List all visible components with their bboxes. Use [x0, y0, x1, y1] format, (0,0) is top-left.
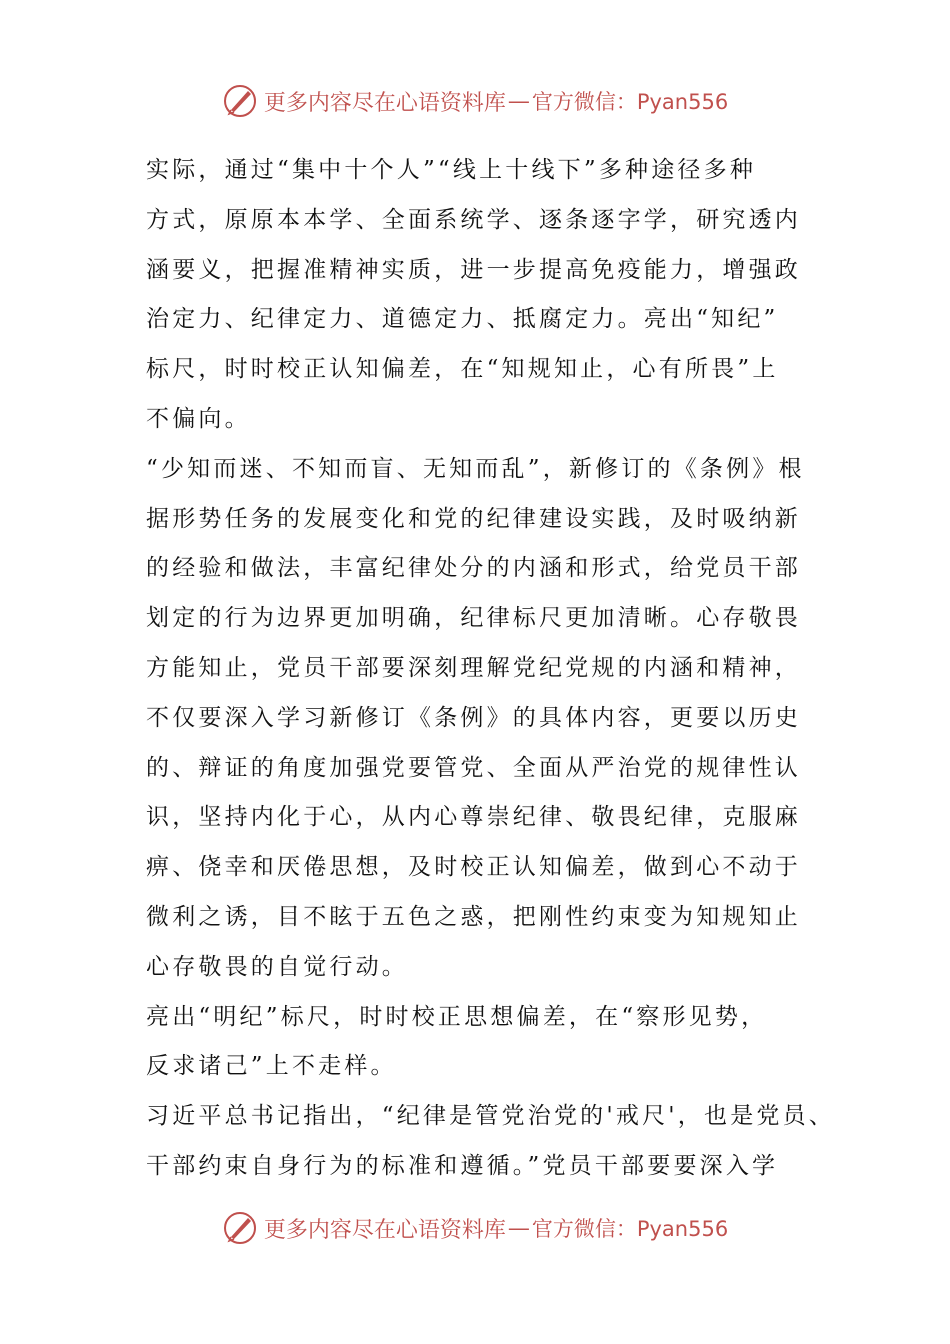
text-line: “少知而迷、不知而盲、无知而乱”，新修订的《条例》根 [146, 455, 805, 482]
text-line: 方式，原原本本学、全面系统学、逐条逐字学，研究透内 [146, 206, 801, 233]
text-line: 的、辩证的角度加强党要管党、全面从严治党的规律性认 [146, 754, 801, 781]
text-line: 干部约束自身行为的标准和遵循。”党员干部要要深入学 [146, 1152, 779, 1179]
text-line: 识，坚持内化于心，从内心尊崇纪律、敬畏纪律，克服麻 [146, 804, 801, 831]
quill-logo-icon [222, 83, 258, 119]
text-line: 方能知止，党员干部要深刻理解党纪党规的内涵和精神， [146, 654, 801, 681]
header-banner [0, 81, 950, 121]
header-separator: — [507, 88, 530, 114]
text-line: 划定的行为边界更加明确，纪律标尺更加清晰。心存敬畏 [146, 605, 801, 632]
text-line: 的经验和做法，丰富纪律处分的内涵和形式，给党员干部 [146, 555, 801, 582]
header-title: 更多内容尽在心语资料库 [263, 90, 506, 116]
text-line: 据形势任务的发展变化和党的纪律建设实践，及时吸纳新 [146, 505, 801, 532]
body-text [146, 146, 836, 1192]
text-line: 微利之诱，目不眩于五色之惑，把刚性约束变为知规知止 [146, 903, 801, 930]
footer-wechat: 官方微信：Pyan556 [531, 1217, 729, 1241]
footer-separator: — [507, 1215, 530, 1241]
text-line: 实际，通过“集中十个人”“线上十线下”多种途径多种 [146, 157, 757, 183]
quill-logo-icon [222, 1210, 258, 1246]
text-line: 涵要义，把握准精神实质，进一步提高免疫能力，增强政 [146, 256, 801, 283]
text-line: 反求诸己”上不走样。 [146, 1053, 397, 1080]
text-line: 不仅要深入学习新修订《条例》的具体内容，更要以历史 [146, 704, 801, 731]
footer-title: 更多内容尽在心语资料库 [263, 1217, 506, 1243]
text-line: 痹、侥幸和厌倦思想，及时校正认知偏差，做到心不动于 [146, 854, 801, 881]
text-line: 不偏向。 [146, 405, 251, 432]
header-wechat: 官方微信：Pyan556 [531, 90, 729, 114]
text-line: 亮出“明纪”标尺，时时校正思想偏差，在“察形见势， [146, 1003, 768, 1030]
text-line: 治定力、纪律定力、道德定力、抵腐定力。亮出“知纪” [146, 306, 779, 333]
text-line: 心存敬畏的自觉行动。 [146, 953, 408, 980]
text-line: 标尺，时时校正认知偏差，在“知规知止，心有所畏”上 [146, 356, 779, 383]
footer-banner [0, 1208, 950, 1248]
text-line: 习近平总书记指出，“纪律是管党治党的'戒尺'，也是党员、 [146, 1103, 836, 1130]
